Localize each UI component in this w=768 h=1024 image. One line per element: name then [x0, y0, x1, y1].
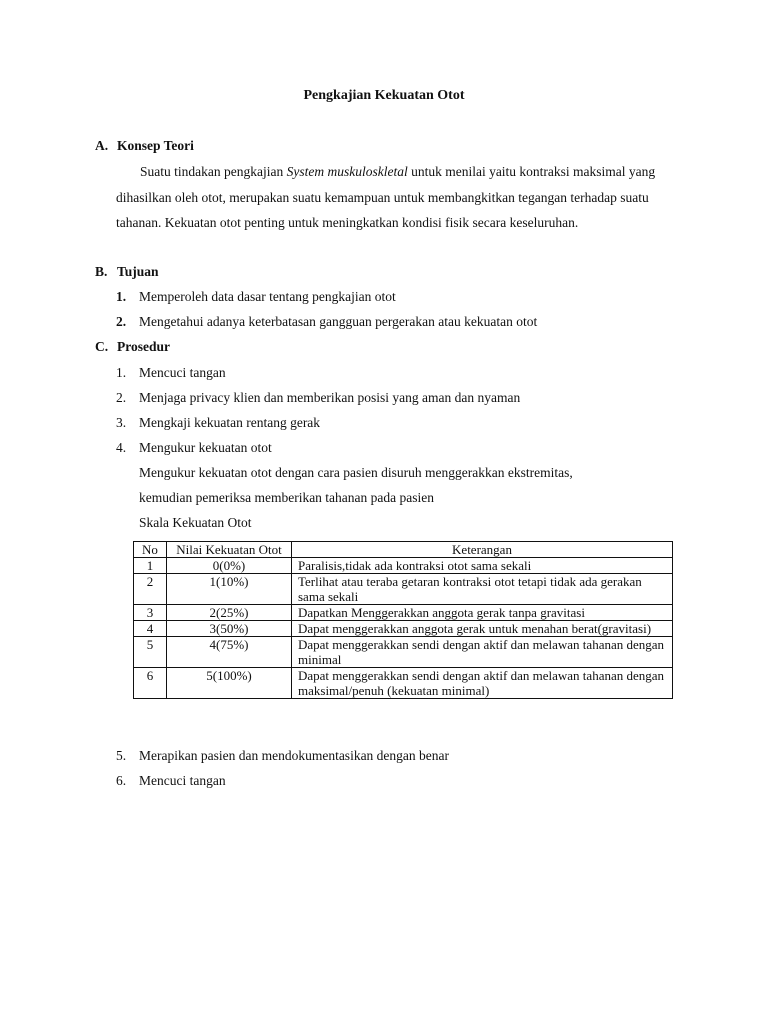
- row-no: 5: [134, 637, 167, 668]
- row-description: Dapatkan Menggerakkan anggota gerak tanpa gravitasi: [292, 605, 673, 621]
- explanation-line-1: Mengukur kekuatan otot dengan cara pasien disuruh menggerakkan ekstremitas,: [139, 465, 573, 480]
- section-a-paragraph: [116, 159, 696, 236]
- prosedur-item-1-text: Mencuci tangan: [139, 365, 226, 380]
- row-no: 3: [134, 605, 167, 621]
- prosedur-item-5-text: Merapikan pasien dan mendokumentasikan dengan benar: [139, 748, 450, 763]
- row-description: Dapat menggerakkan sendi dengan aktif dan melawan tahanan dengan maksimal/penuh (kekuatan minimal): [292, 668, 673, 699]
- tujuan-item-1-number: 1.: [116, 289, 127, 304]
- prosedur-item-3-number: 3.: [116, 415, 127, 430]
- prosedur-item-3: [116, 415, 320, 431]
- section-b-title: Tujuan: [117, 264, 159, 279]
- header-nilai: Nilai Kekuatan Otot: [167, 542, 292, 558]
- table-row: [134, 668, 673, 699]
- tujuan-item-1-text: Memperoleh data dasar tentang pengkajian otot: [139, 289, 396, 304]
- section-c-letter: C.: [95, 339, 109, 354]
- table-row: [134, 605, 673, 621]
- prosedur-item-2: [116, 390, 520, 406]
- explanation-line-2: kemudian pemeriksa memberikan tahanan pada pasien: [139, 490, 435, 505]
- header-no: No: [134, 542, 167, 558]
- row-no: 6: [134, 668, 167, 699]
- row-no: 4: [134, 621, 167, 637]
- section-a-letter: A.: [95, 138, 109, 153]
- header-keterangan: Keterangan: [292, 542, 673, 558]
- prosedur-item-3-text: Mengkaji kekuatan rentang gerak: [139, 415, 321, 430]
- row-description: Paralisis,tidak ada kontraksi otot sama sekali: [292, 558, 673, 574]
- tujuan-item-2-text: Mengetahui adanya keterbatasan gangguan pergerakan atau kekuatan otot: [139, 314, 538, 329]
- prosedur-item-2-text: Menjaga privacy klien dan memberikan posisi yang aman dan nyaman: [139, 390, 521, 405]
- section-a-heading: [95, 138, 194, 154]
- table-row: [134, 621, 673, 637]
- row-value: 3(50%): [167, 621, 292, 637]
- row-value: 4(75%): [167, 637, 292, 668]
- prosedur-item-4-number: 4.: [116, 440, 127, 455]
- section-c-heading: [95, 339, 170, 355]
- prosedur-item-4: [116, 440, 272, 456]
- table-row: [134, 574, 673, 605]
- row-value: 1(10%): [167, 574, 292, 605]
- muscle-strength-table: [133, 541, 673, 699]
- table-row: [134, 558, 673, 574]
- row-description: Dapat menggerakkan anggota gerak untuk menahan berat(gravitasi): [292, 621, 673, 637]
- page-title: Pengkajian Kekuatan Otot: [303, 88, 465, 103]
- paragraph-text-end: untuk menilai yaitu kontraksi maksimal yang dihasilkan oleh otot, merupakan suatu kemampuan untuk membangkitkan tegangan terhadap suatu tahanan. Kekuatan otot penting untuk meningkatkan kondisi fisik secara keseluruhan.: [116, 164, 656, 230]
- prosedur-item-5: [116, 748, 449, 764]
- prosedur-item-6-text: Mencuci tangan: [139, 773, 226, 788]
- tujuan-item-2-number: 2.: [116, 314, 127, 329]
- row-description: Dapat menggerakkan sendi dengan aktif dan melawan tahanan dengan minimal: [292, 637, 673, 668]
- tujuan-item-2: [116, 314, 537, 330]
- prosedur-item-2-number: 2.: [116, 390, 127, 405]
- paragraph-text-start: Suatu tindakan pengkajian: [140, 164, 287, 179]
- row-value: 0(0%): [167, 558, 292, 574]
- section-c-title: Prosedur: [117, 339, 170, 354]
- row-value: 5(100%): [167, 668, 292, 699]
- prosedur-item-1-number: 1.: [116, 365, 127, 380]
- section-a-title: Konsep Teori: [117, 138, 194, 153]
- table-row: [134, 637, 673, 668]
- table-header-row: [134, 542, 673, 558]
- scale-title: Skala Kekuatan Otot: [139, 515, 252, 530]
- prosedur-item-1: [116, 365, 226, 381]
- row-description: Terlihat atau teraba getaran kontraksi otot tetapi tidak ada gerakan sama sekali: [292, 574, 673, 605]
- row-no: 1: [134, 558, 167, 574]
- row-value: 2(25%): [167, 605, 292, 621]
- row-no: 2: [134, 574, 167, 605]
- tujuan-item-1: [116, 289, 396, 305]
- prosedur-item-4-text: Mengukur kekuatan otot: [139, 440, 272, 455]
- prosedur-item-6-number: 6.: [116, 773, 127, 788]
- section-b-letter: B.: [95, 264, 108, 279]
- prosedur-item-6: [116, 773, 226, 789]
- section-b-heading: [95, 264, 159, 280]
- paragraph-italic-term: System muskuloskletal: [286, 164, 408, 179]
- prosedur-item-5-number: 5.: [116, 748, 127, 763]
